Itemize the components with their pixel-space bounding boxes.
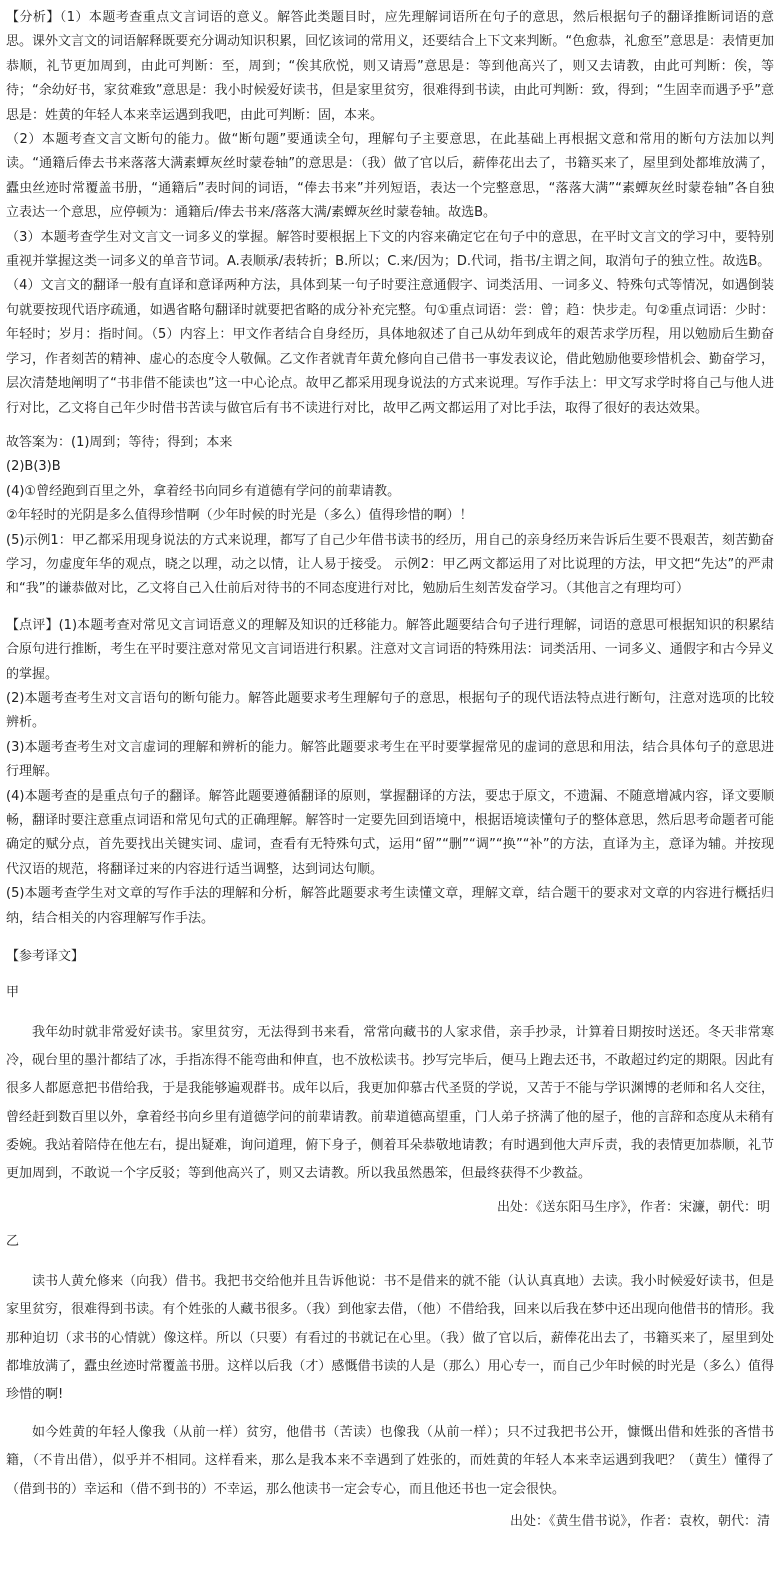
analysis-paragraph-4: （4）文言文的翻译一般有直译和意译两种方法，具体到某一句子时要注意通假字、词类活用、一词多义、特殊句式等情况，如遇倒装句就要按现代语序疏通，如遇省略句翻译时就要把省略的成分补充完整。句①重点词语：尝：曾；趋：快步走。句②重点词语：少时：年轻时；岁月：指时间。（5）内容上：甲文作者结合自身经历，具体地叙述了自己从幼年到成年的艰苦求学历程，用以勉励后生勤奋学习，作者刻苦的精神、虚心的态度令人敬佩。乙文作者就青年黄允修向自己借书一事发表议论，借此勉励他要珍惜机会、勤奋学习，层次清楚地阐明了“书非借不能读也”这一中心论点。故甲乙都采用现身说法的方式来说理。写作手法上：甲文写求学时将自己与他人进行对比，乙文将自己年少时借书苦读与做官后有书不读进行对比，故甲乙两文都运用了对比手法，取得了很好的表达效果。 (6, 278, 774, 416)
comment-paragraph-1: 【点评】(1)本题考查对常见文言词语意义的理解及知识的迁移能力。解答此题要结合句子进行理解，词语的意思可根据知识的积累结合原句进行推断，考生在平时要注意对常见文言词语进行积累。注意对文言词语的特殊用法：词类活用、一词多义、通假字和古今异义的掌握。 (6, 617, 774, 682)
source-yi: 出处：《黄生借书说》，作者：袁枚，朝代：清 (509, 1513, 770, 1529)
comment-paragraph-4: (4)本题考查的是重点句子的翻译。解答此题要遵循翻译的原则，掌握翻译的方法，要忠于原文，不遗漏、不随意增减内容，译文要顺畅，翻译时要注意重点词语和常见句式的正确理解。解答时一定要先回到语境中，根据语境读懂句子的整体意思，然后思考命题者可能确定的赋分点，首先要找出关键实词、虚词，查看有无特殊句式，运用“留”“删”“调”“换”“补”的方法，直译为主，意译为辅。并按现代汉语的规范，将翻译过来的内容进行适当调整，达到词达句顺。 (6, 788, 774, 877)
answer-line-1: 故答案为：(1)周到；等待；得到；本来 (6, 434, 233, 450)
analysis-paragraph-2: （2）本题考查文言文断句的能力。做“断句题”要通读全句，理解句子主要意思，在此基础上再根据文意和常用的断句方法加以判读。“通籍后俸去书来落落大满素蟫灰丝时蒙卷轴”的意思是：（我）做了官以后，薪俸花出去了，书籍买来了，屋里到处都堆放满了，蠹虫丝迹时常覆盖书册，“通籍后”表时间的词语，“俸去书来”并列短语，表达一个完整意思，“落落大满”“素蟫灰丝时蒙卷轴”各自独立表达一个意思，应停顿为：通籍后/俸去书来/落落大满/素蟫灰丝时蒙卷轴。故选B。 (6, 132, 774, 221)
comment-paragraph-3: (3)本题考查考生对文言虚词的理解和辨析的能力。解答此题要求考生在平时要掌握常见的虚词的意思和用法，结合具体句子的意思进行理解。 (6, 739, 774, 780)
comment-paragraph-5: (5)本题考查学生对文章的写作手法的理解和分析，解答此题要求考生读懂文章，理解文章，结合题干的要求对文章的内容进行概括归纳，结合相关的内容理解写作手法。 (6, 886, 774, 926)
section-label-jia: 甲 (6, 985, 20, 1001)
answer-line-3: (4)①曾经跑到百里之外，拿着经书向同乡有道德有学问的前辈请教。 (6, 483, 401, 499)
answer-line-4: ②年轻时的光阴是多么值得珍惜啊（少年时候的时光是（多么）值得珍惜的啊）！ (6, 508, 473, 524)
translation-yi-paragraph-2: 如今姓黄的年轻人像我（从前一样）贫穷，他借书（苦读）也像我（从前一样）；只不过我把书公开，慷慨出借和姓张的吝惜书籍，（不肯出借），似乎并不相同。这样看来，那么是我本来不幸遇到了姓张的，而姓黄的年轻人本来幸运遇到我吧？（黄生）懂得了（借到书的）幸运和（借不到书的）不幸运，那么他读书一定会专心，而且他还书也一定会很快。 (6, 1425, 774, 1497)
translation-yi-paragraph-1: 读书人黄允修来（向我）借书。我把书交给他并且告诉他说：书不是借来的就不能（认认真真地）去读。我小时候爱好读书，但是家里贫穷，很难得到书读。有个姓张的人藏书很多。（我）到他家去借，（他）不借给我，回来以后我在梦中还出现向他借书的情形。我那种迫切（求书的心情就）像这样。所以（只要）有看过的书就记在心里。（我）做了官以后，薪俸花出去了，书籍买来了，屋里到处都堆放满了，蠹虫丝迹时常覆盖书册。这样以后我（才）感慨借书读的人是（那么）用心专一，而自己少年时候的时光是（多么）值得珍惜的啊! (6, 1274, 774, 1403)
answer-line-5: (5)示例1：甲乙都采用现身说法的方式来说理，都写了自己少年借书读书的经历，用自己的亲身经历来告诉后生要不畏艰苦，刻苦勤奋学习，勿虚度年华的观点，晓之以理，动之以情，让人易于接受。 示例2：甲乙两文都运用了对比说理的方法，甲文把“先达”的严肃和“我”的谦恭做对比，乙文将自己入仕前后对待书的不同态度进行对比，勉励后生刻苦发奋学习。（其他言之有理均可） (6, 532, 774, 597)
analysis-paragraph-1: 【分析】（1）本题考查重点文言词语的意义。解答此类题目时，应先理解词语所在句子的意思，然后根据句子的翻译推断词语的意思。课外文言文的词语解释既要充分调动知识积累，回忆该词的常用义，还要结合上下文来判断。“色愈恭，礼愈至”意思是：表情更加恭顺，礼节更加周到，由此可判断：至，周到；“俟其欣悦，则又请焉”意思是：等到他高兴了，则又去请教，由此可判断：俟，等待；“余幼好书，家贫难致”意思是：我小时候爱好读书，但是家里贫穷，很难得到书读，由此可判断：致，得到；“生固幸而遇予乎”意思是：姓黄的年轻人本来幸运遇到我吧，由此可判断：固，本来。 (6, 10, 774, 123)
comment-paragraph-2: (2)本题考查考生对文言语句的断句能力。解答此题要求考生理解句子的意思，根据句子的现代语法特点进行断句，注意对选项的比较辨析。 (6, 690, 774, 731)
translation-jia: 我年幼时就非常爱好读书。家里贫穷，无法得到书来看，常常向藏书的人家求借，亲手抄录，计算着日期按时送还。冬天非常寒冷，砚台里的墨汁都结了冰，手指冻得不能弯曲和伸直，也不放松读书。抄写完毕后，便马上跑去还书，不敢超过约定的期限。因此有很多人都愿意把书借给我，于是我能够遍观群书。成年以后，我更加仰慕古代圣贤的学说，又苦于不能与学识渊博的老师和名人交往，曾经赶到数百里以外，拿着经书向乡里有道德学问的前辈请教。前辈道德高望重，门人弟子挤满了他的屋子，他的言辞和态度从未稍有委婉。我站着陪侍在他左右，提出疑难，询问道理，俯下身子，侧着耳朵恭敬地请教；有时遇到他大声斥责，我的表情更加恭顺，礼节更加周到，不敢说一个字反驳；等到他高兴了，则又去请教。所以我虽然愚笨，但最终获得不少教益。 (6, 1025, 774, 1182)
answer-line-2: (2)B(3)B (6, 459, 61, 475)
section-label-yi: 乙 (6, 1234, 20, 1250)
analysis-paragraph-3: （3）本题考查学生对文言文一词多义的掌握。解答时要根据上下文的内容来确定它在句子中的意思，在平时文言文的学习中，要特别重视并掌握这类一词多义的单音节词。A.表顺承/表转折；B.所以；C.来/因为；D.代词，指书/主谓之间，取消句子的独立性。故选B。 (6, 229, 774, 270)
source-jia: 出处：《送东阳马生序》，作者：宋濂，朝代：明 (496, 1200, 770, 1216)
reference-heading: 【参考译文】 (6, 949, 85, 965)
analysis-label: 【分析】 (6, 10, 60, 25)
